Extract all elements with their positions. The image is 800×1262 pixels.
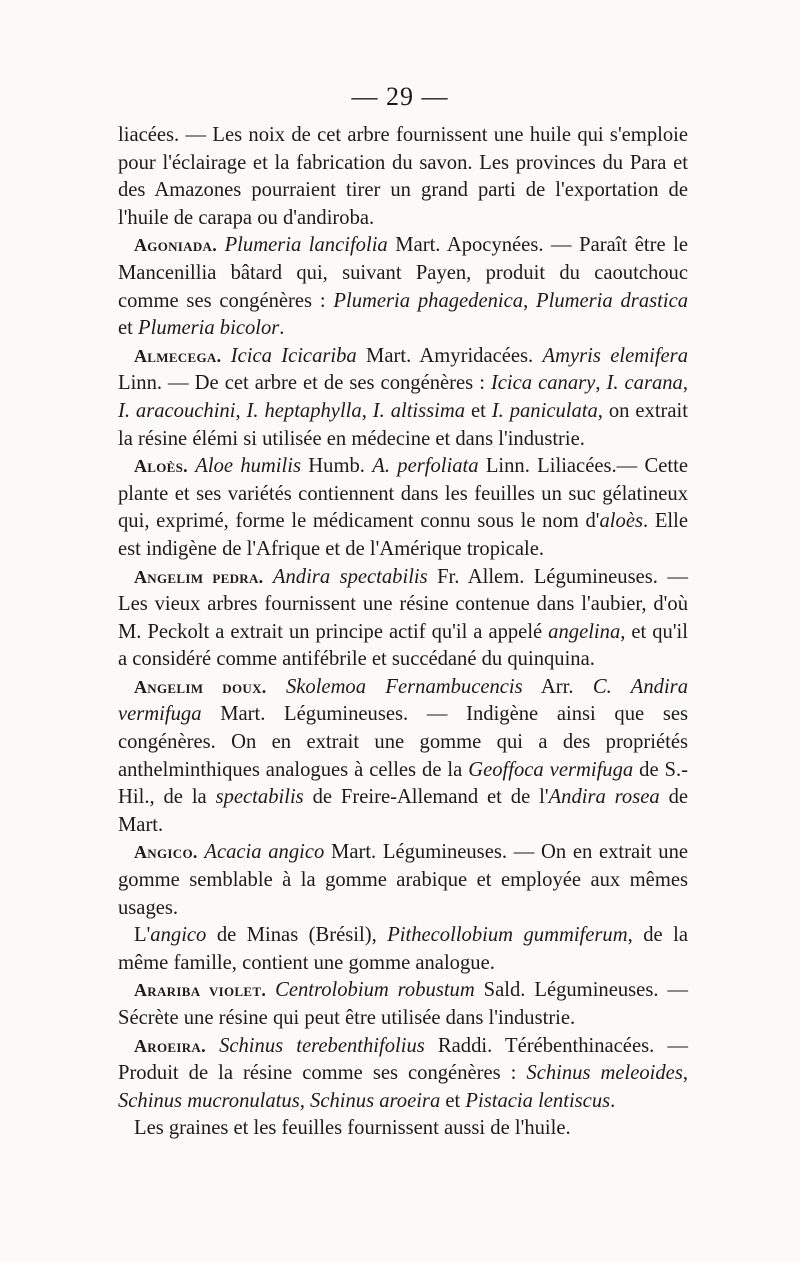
entry-headword: Aroeira. [134,1035,206,1056]
entry-text: . Elle est indigène de l'Afrique et de l'Amérique tropicale. [118,510,688,560]
entry-text: , [595,372,607,395]
dictionary-entry [118,977,688,1032]
entry-text: Mart. Légumineuses. — On en extrait une gomme semblable à la gomme arabique et employée aux mêmes usages. [118,841,689,919]
entry-text: L' [134,924,151,947]
species-name: Plumeria phagedenica [333,289,524,312]
entry-text: Sald. Légumineuses. — Sécrète une résine qui peut être utilisée dans l'industrie. [118,979,689,1029]
entry-headword: Almecega. [134,345,222,366]
entry-text: , de la même famille, contient une gomme analogue. [118,924,688,974]
entry-text: , [235,399,247,422]
entry-headword: Angico. [134,842,198,863]
paragraph [118,1115,688,1143]
entry-text: de Freire-Allemand et de l' [303,786,549,809]
entry-headword: Angelim pedra. [134,566,264,587]
entry-text: , [361,399,373,422]
species-name: Plumeria drastica [536,289,689,312]
entry-text: , [682,1062,688,1085]
entry-text: et [465,399,492,422]
species-name: Icica canary [490,372,596,395]
entry-text: . [279,317,285,340]
entry-text: liacées. — Les noix de cet arbre fournissent une huile qui s'emploie pour l'éclairage et la fabrication du savon. Les provinces du Para et des Amazones pourraient tirer un grand parti de l'exportation de l'huile de carapa ou d'andiroba. [118,124,688,229]
species-name: Schinus meleoides [526,1062,683,1085]
entry-headword: Agoniada. [134,235,218,256]
dictionary-entry [118,232,688,342]
entry-text: et [118,317,139,340]
entry-text: Fr. Allem. Légumineuses. — Les vieux arbres fournissent une résine contenue dans l'aubier, d'où M. Peckolt a extrait un principe actif qu'il a appelé [118,565,688,643]
species-name: I. aracouchini [118,399,236,422]
page-body [118,122,688,1143]
species-name: Aloe humilis [195,455,301,478]
entry-text [206,1035,219,1057]
dictionary-entry [118,839,688,922]
entry-text: , [299,1089,311,1112]
species-name: Acacia angico [204,841,325,864]
species-name: I. paniculata [491,399,598,422]
entry-text [263,566,272,588]
entry-text: Les graines et les feuilles fournissent aussi de l'huile. [134,1117,571,1140]
page-number: — 29 — [351,82,449,111]
entry-text [266,979,275,1001]
dictionary-entry [118,453,688,563]
entry-text [267,676,286,698]
species-name: Amyris elemifera [542,344,688,367]
entry-text [217,234,225,256]
entry-text: Linn. Liliacées.— Cette plante et ses variétés contiennent dans les feuilles un suc gélatineux qui, exprimé, forme le médicament connu sous le nom d' [118,455,688,533]
species-name: angico [150,924,207,947]
entry-headword: Angelim doux. [134,676,267,697]
species-name: angelina [548,620,621,643]
entry-text: . [610,1089,616,1112]
entry-text: Linn. — De cet arbre et de ses congénères : [118,372,491,395]
dictionary-entry [118,564,688,674]
entry-text: , on extrait la résine élémi si utilisée en médecine et dans l'industrie. [118,399,688,450]
species-name: C. Andira vermifuga [118,675,688,726]
species-name: Plumeria lancifolia [224,234,388,257]
entry-text: Mart. Amyridacées. [356,344,543,367]
species-name: Pistacia lentiscus [465,1089,611,1112]
entry-headword: Aloès. [134,456,188,477]
species-name: Centrolobium robustum [275,979,475,1002]
species-name: Andira rosea [548,786,660,809]
species-name: Schinus aroeira [310,1089,441,1112]
entry-text: Humb. [301,455,373,478]
species-name: Icica Icicariba [230,344,357,367]
species-name: Schinus terebenthifolius [219,1034,425,1057]
species-name: I. heptaphylla [246,399,362,422]
entry-text: de Minas (Brésil), [206,924,388,947]
entry-text: et [440,1089,466,1112]
entry-text: de Mart. [118,786,689,836]
species-name: A. perfoliata [372,455,479,478]
species-name: aloès [599,510,643,533]
species-name: spectabilis [215,786,304,809]
species-name: Schinus mucronulatus [118,1089,300,1112]
species-name: I. carana [606,372,683,395]
dictionary-entry [118,343,688,453]
entry-text: Arr. [522,675,593,698]
entry-text: Mart. Légumineuses. — Indigène ainsi que ses congénères. On en extrait une gomme qui a des propriétés anthelminthiques analogues à celles de la [118,703,688,781]
entry-headword: Arariba violet. [134,980,267,1001]
dictionary-entry [118,674,688,840]
species-name: Geoffoca vermifuga [468,758,634,781]
entry-text: de S.-Hil., de la [118,758,688,809]
entry-text [221,345,230,367]
paragraph [118,922,688,977]
entry-text: , [682,372,689,395]
species-name: Plumeria bicolor [138,317,280,340]
species-name: Skolemoa Fernambucencis [285,675,523,698]
species-name: Andira spectabilis [272,565,428,588]
entry-text: Mart. Apocynées. — Paraît être le Mancenillia bâtard qui, suivant Payen, produit du caoutchouc comme ses congénères : [118,234,688,312]
entry-text: , [523,289,537,312]
entry-text: , et qu'il a considéré comme antifébrile et succédané du quinquina. [118,620,688,671]
entry-text: Raddi. Térébenthinacées. — Produit de la résine comme ses congénères : [118,1034,688,1085]
species-name: I. altissima [372,399,466,422]
paragraph [118,122,688,232]
species-name: Pithecollobium gummiferum [387,924,628,947]
dictionary-entry [118,1033,688,1116]
